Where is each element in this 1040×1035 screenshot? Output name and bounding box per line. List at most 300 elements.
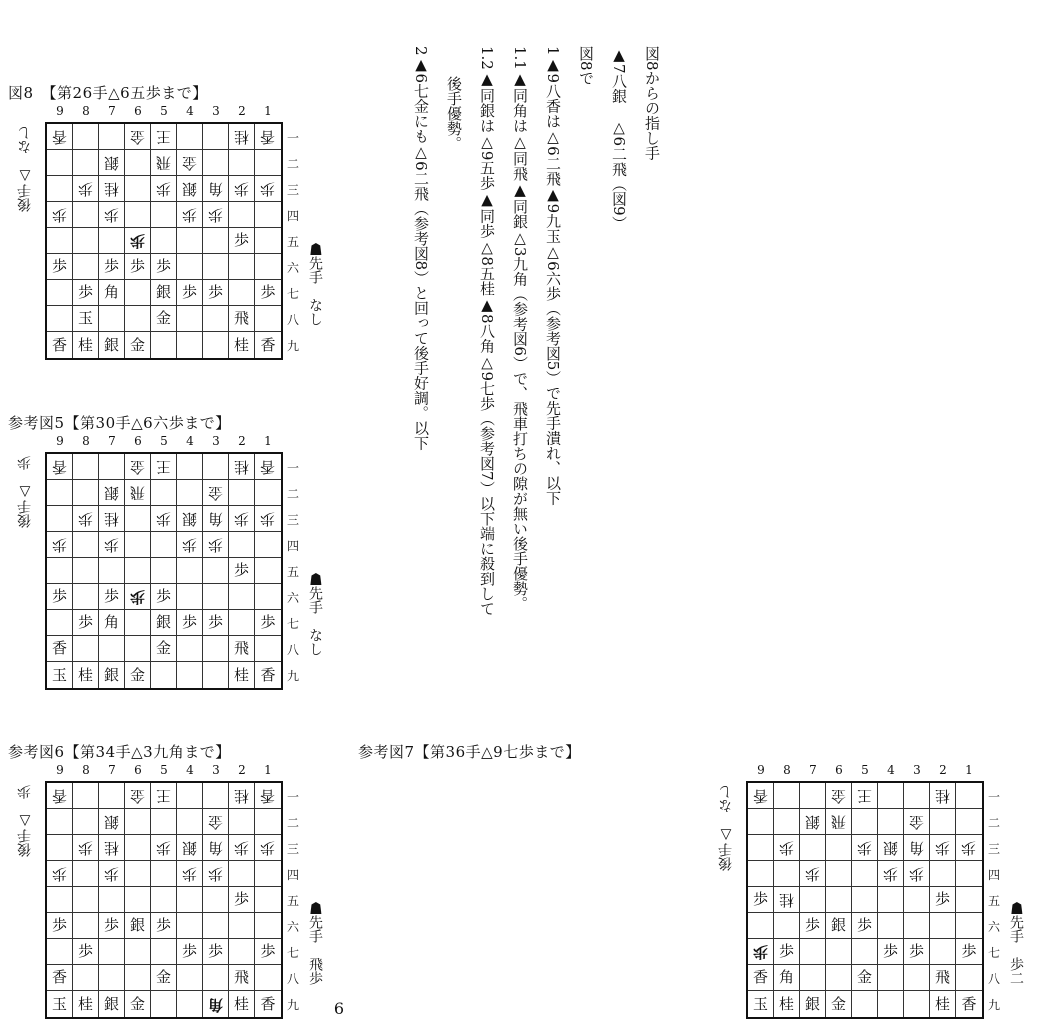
gote-piece: 歩 <box>155 510 171 528</box>
board-square <box>203 202 229 228</box>
board-square <box>47 124 73 150</box>
board-square <box>748 861 774 887</box>
board-square <box>255 965 281 991</box>
board-square <box>151 202 177 228</box>
board-square <box>73 887 99 913</box>
board-square <box>151 939 177 965</box>
board-square <box>255 124 281 150</box>
board-square <box>255 584 281 610</box>
board-square <box>229 610 255 636</box>
sente-hand-pieces: 歩二 <box>1008 956 1024 985</box>
board-square <box>229 636 255 662</box>
gote-piece: 歩 <box>181 206 197 224</box>
board-square <box>852 783 878 809</box>
board-square <box>177 532 203 558</box>
rank-label: 二 <box>287 486 300 501</box>
board-square <box>99 861 125 887</box>
gote-piece: 香 <box>260 128 276 146</box>
board-square <box>203 861 229 887</box>
rank-label: 九 <box>287 338 300 353</box>
sente-piece: 香 <box>752 968 768 986</box>
sente-piece: 歩 <box>181 613 197 631</box>
gote-piece: 銀 <box>103 484 119 502</box>
gote-piece: 角 <box>207 180 223 198</box>
gote-piece: 歩 <box>207 865 223 883</box>
sente-piece: 香 <box>51 968 67 986</box>
board-square <box>774 913 800 939</box>
board-square <box>99 254 125 280</box>
board-square <box>177 176 203 202</box>
board-square <box>852 887 878 913</box>
board-square <box>255 809 281 835</box>
board-square <box>99 150 125 176</box>
rank-label: 八 <box>287 971 300 986</box>
board-square <box>125 887 151 913</box>
sente-piece: 桂 <box>778 994 794 1013</box>
board-square <box>800 913 826 939</box>
sente-label: ☗先手 <box>307 900 323 943</box>
board-square <box>151 887 177 913</box>
sente-hand <box>305 572 325 656</box>
board-square <box>125 176 151 202</box>
board-square <box>852 861 878 887</box>
board-square <box>774 887 800 913</box>
sente-piece: 銀 <box>129 916 145 934</box>
board-square <box>99 124 125 150</box>
board-grid <box>47 454 281 688</box>
sente-piece: 桂 <box>233 335 249 354</box>
file-label: 4 <box>186 104 194 118</box>
board-square <box>229 965 255 991</box>
board-square <box>852 965 878 991</box>
board-square <box>878 861 904 887</box>
gote-piece: 角 <box>207 510 223 528</box>
sente-piece: 歩 <box>882 942 898 960</box>
sente-piece: 歩 <box>77 942 93 960</box>
board-square <box>255 202 281 228</box>
board-square <box>800 809 826 835</box>
file-label: 4 <box>186 434 194 448</box>
gote-piece: 王 <box>856 787 872 805</box>
sente-piece: 桂 <box>934 994 950 1013</box>
board-square <box>73 783 99 809</box>
file-label: 9 <box>757 763 765 777</box>
board-square <box>151 306 177 332</box>
sente-piece: 歩 <box>934 890 950 908</box>
sente-hand <box>305 901 325 985</box>
board-square <box>73 861 99 887</box>
gote-piece: 銀 <box>181 510 197 528</box>
sente-piece: 歩 <box>207 942 223 960</box>
board-square <box>99 939 125 965</box>
file-label: 2 <box>939 763 947 777</box>
board-square <box>255 783 281 809</box>
sente-piece: 香 <box>51 335 67 354</box>
sente-piece: 銀 <box>103 665 119 684</box>
file-label: 3 <box>913 763 921 777</box>
board-square <box>125 124 151 150</box>
board-square <box>47 532 73 558</box>
gote-piece: 歩 <box>961 839 977 857</box>
file-label: 6 <box>134 434 142 448</box>
board-square <box>800 965 826 991</box>
board-square <box>177 662 203 688</box>
sente-piece: 歩 <box>260 942 276 960</box>
diagram-title: 参考図6【第34手△3九角まで】 <box>8 743 231 761</box>
board-square <box>99 280 125 306</box>
file-label: 6 <box>835 763 843 777</box>
board-square <box>73 610 99 636</box>
gote-piece: 香 <box>752 787 768 805</box>
board-square <box>229 480 255 506</box>
gote-piece: 香 <box>260 787 276 805</box>
sente-piece: 歩 <box>207 283 223 301</box>
board-square <box>203 939 229 965</box>
file-label: 5 <box>160 763 168 777</box>
board-square <box>229 280 255 306</box>
board-square <box>125 835 151 861</box>
board-square <box>125 662 151 688</box>
file-label: 8 <box>82 104 90 118</box>
board-square <box>255 506 281 532</box>
board-grid <box>748 783 982 1017</box>
board-square <box>956 809 982 835</box>
board-square <box>203 662 229 688</box>
board-square <box>73 254 99 280</box>
shogi-board <box>45 122 283 360</box>
board-square <box>73 636 99 662</box>
board-square <box>904 887 930 913</box>
board-square <box>255 913 281 939</box>
sente-piece: 歩 <box>181 942 197 960</box>
board-square <box>255 480 281 506</box>
diagram-title: 参考図7【第36手△9七歩まで】 <box>358 743 581 761</box>
board-square <box>904 991 930 1017</box>
board-square <box>878 783 904 809</box>
board-square <box>177 306 203 332</box>
board-square <box>151 965 177 991</box>
board-square <box>125 939 151 965</box>
gote-piece: 香 <box>51 787 67 805</box>
sente-piece: 歩 <box>752 890 768 908</box>
board-square <box>956 965 982 991</box>
board-square <box>99 809 125 835</box>
gote-label: 後手△ <box>17 484 33 528</box>
sente-piece: 金 <box>129 665 145 684</box>
board-square <box>748 835 774 861</box>
file-labels <box>47 104 281 118</box>
board-square <box>904 783 930 809</box>
board-square <box>774 809 800 835</box>
board-square <box>151 861 177 887</box>
board-square <box>255 532 281 558</box>
board-square <box>229 176 255 202</box>
sente-piece: 歩 <box>51 257 67 275</box>
board-square <box>255 558 281 584</box>
board-square <box>125 254 151 280</box>
board-square <box>774 835 800 861</box>
gote-piece: 飛 <box>830 813 846 831</box>
board-square <box>930 913 956 939</box>
sente-piece: 歩 <box>961 942 977 960</box>
rank-label: 七 <box>287 616 300 631</box>
board-square <box>73 228 99 254</box>
board-square <box>125 532 151 558</box>
gote-piece: 金 <box>129 787 145 805</box>
board-square <box>255 636 281 662</box>
board-square <box>151 506 177 532</box>
board-square <box>177 783 203 809</box>
gote-label: 後手△ <box>718 827 734 871</box>
board-square <box>255 887 281 913</box>
gote-piece: 角 <box>207 839 223 857</box>
gote-piece: 歩 <box>103 536 119 554</box>
gote-piece: 歩 <box>804 865 820 883</box>
gote-piece: 桂 <box>934 787 950 805</box>
gote-piece: 歩 <box>934 839 950 857</box>
rank-label: 四 <box>287 867 300 882</box>
sente-piece: 歩 <box>51 587 67 605</box>
board-square <box>203 176 229 202</box>
gote-piece: 歩 <box>77 510 93 528</box>
sente-piece: 角 <box>103 613 119 631</box>
sente-piece: 歩 <box>233 561 249 579</box>
sente-hand-pieces: 飛歩 <box>307 956 323 985</box>
gote-piece: 香 <box>51 458 67 476</box>
rank-label: 五 <box>287 564 300 579</box>
sente-piece: 歩 <box>778 942 794 960</box>
diagram-ref7 <box>358 741 1040 1035</box>
sente-piece: 桂 <box>233 665 249 684</box>
sente-piece: 金 <box>830 994 846 1013</box>
gote-hand <box>15 785 35 857</box>
board-square <box>125 454 151 480</box>
file-labels <box>748 763 982 777</box>
board-square <box>255 835 281 861</box>
rank-label: 三 <box>287 512 300 527</box>
board-square <box>203 887 229 913</box>
board-square <box>47 809 73 835</box>
board-square <box>73 809 99 835</box>
rank-label: 一 <box>287 789 300 804</box>
sente-hand <box>1006 901 1026 985</box>
board-square <box>255 150 281 176</box>
file-label: 1 <box>264 104 272 118</box>
diagram-fig8 <box>8 82 339 376</box>
gote-piece: 銀 <box>103 154 119 172</box>
board-square <box>255 662 281 688</box>
board-square <box>956 835 982 861</box>
board-square <box>255 228 281 254</box>
board-square <box>125 306 151 332</box>
sente-piece: 歩 <box>207 613 223 631</box>
board-square <box>826 835 852 861</box>
board-square <box>229 454 255 480</box>
board-square <box>47 887 73 913</box>
board-square <box>229 809 255 835</box>
rank-label: 八 <box>287 642 300 657</box>
rank-label: 五 <box>988 893 1001 908</box>
board-square <box>73 835 99 861</box>
gote-piece: 歩 <box>181 865 197 883</box>
sente-piece: 歩 <box>181 283 197 301</box>
board-square <box>203 506 229 532</box>
board-square <box>930 887 956 913</box>
gote-hand-pieces: なし <box>17 126 33 154</box>
gote-label: 後手△ <box>17 813 33 857</box>
gote-piece: 王 <box>155 787 171 805</box>
board-square <box>878 809 904 835</box>
gote-piece: 金 <box>207 484 223 502</box>
file-label: 5 <box>861 763 869 777</box>
gote-piece: 歩 <box>103 865 119 883</box>
board-square <box>904 835 930 861</box>
board-square <box>878 991 904 1017</box>
sente-piece: 銀 <box>155 283 171 301</box>
board-square <box>748 783 774 809</box>
board-square <box>177 228 203 254</box>
gote-piece: 歩 <box>51 206 67 224</box>
board-square <box>73 662 99 688</box>
board-square <box>47 332 73 358</box>
board-square <box>47 662 73 688</box>
board-square <box>229 124 255 150</box>
board-square <box>800 939 826 965</box>
board-square <box>255 610 281 636</box>
board-square <box>229 887 255 913</box>
page-number: 6 <box>333 999 345 1018</box>
board-square <box>99 662 125 688</box>
board-square <box>203 228 229 254</box>
board-square <box>151 584 177 610</box>
gote-piece: 銀 <box>804 813 820 831</box>
board-square <box>73 202 99 228</box>
rank-label: 五 <box>287 234 300 249</box>
board-square <box>904 913 930 939</box>
sente-piece: 玉 <box>51 665 67 684</box>
sente-piece: 銀 <box>155 613 171 631</box>
gote-piece: 金 <box>129 128 145 146</box>
sente-piece: 金 <box>155 639 171 657</box>
board-square <box>255 254 281 280</box>
sente-piece: 桂 <box>77 665 93 684</box>
board-square <box>229 532 255 558</box>
gote-piece: 角 <box>908 839 924 857</box>
board-square <box>47 228 73 254</box>
board-square <box>177 965 203 991</box>
board-square <box>748 965 774 991</box>
board-square <box>151 610 177 636</box>
board-square <box>203 835 229 861</box>
rank-label: 四 <box>287 538 300 553</box>
sente-piece: 桂 <box>233 994 249 1013</box>
board-square <box>73 306 99 332</box>
board-square <box>930 991 956 1017</box>
gote-hand <box>716 785 736 871</box>
gote-piece: 金 <box>908 813 924 831</box>
diagram-title: 図8 【第26手△6五歩まで】 <box>8 84 208 102</box>
gote-piece: 桂 <box>233 458 249 476</box>
rank-label: 三 <box>988 841 1001 856</box>
board-square <box>203 532 229 558</box>
gote-piece: 飛 <box>155 154 171 172</box>
sente-piece: 飛 <box>233 639 249 657</box>
board-square <box>229 783 255 809</box>
gote-piece: 歩 <box>207 206 223 224</box>
sente-piece: 歩 <box>129 257 145 275</box>
rank-label: 七 <box>287 945 300 960</box>
commentary-line: 図8からの指し手 <box>643 46 661 161</box>
board-square <box>774 939 800 965</box>
board-square <box>177 887 203 913</box>
board-square <box>47 280 73 306</box>
board-square <box>229 228 255 254</box>
gote-piece: 歩 <box>233 180 249 198</box>
board-square <box>177 506 203 532</box>
gote-piece: 桂 <box>778 891 794 909</box>
board-square <box>255 176 281 202</box>
rank-label: 七 <box>988 945 1001 960</box>
board-square <box>99 228 125 254</box>
board-square <box>930 965 956 991</box>
gote-piece: 歩 <box>856 839 872 857</box>
board-square <box>151 913 177 939</box>
board-square <box>73 913 99 939</box>
file-label: 1 <box>965 763 973 777</box>
board-square <box>125 332 151 358</box>
board-square <box>826 991 852 1017</box>
sente-piece: 歩 <box>908 942 924 960</box>
diagram-title: 参考図5【第30手△6六歩まで】 <box>8 414 231 432</box>
sente-piece: 歩 <box>260 613 276 631</box>
board-square <box>203 124 229 150</box>
sente-hand <box>305 242 325 326</box>
board-square <box>826 887 852 913</box>
board-square <box>73 965 99 991</box>
board-square <box>229 558 255 584</box>
board-square <box>47 965 73 991</box>
board-square <box>800 991 826 1017</box>
file-label: 4 <box>887 763 895 777</box>
board-square <box>73 454 99 480</box>
rank-label: 六 <box>287 590 300 605</box>
board-square <box>151 532 177 558</box>
board-square <box>47 176 73 202</box>
sente-piece: 桂 <box>77 994 93 1013</box>
board-square <box>177 939 203 965</box>
file-label: 6 <box>134 104 142 118</box>
commentary-line: 1.2▲同銀は△9五歩▲同歩△8五桂▲8八角△9七歩（参考図7）以下端に殺到して <box>478 46 496 616</box>
board-square <box>47 835 73 861</box>
board-square <box>177 809 203 835</box>
gote-piece: 歩 <box>51 536 67 554</box>
board-square <box>904 809 930 835</box>
board-square <box>99 480 125 506</box>
file-label: 3 <box>212 104 220 118</box>
board-square <box>255 939 281 965</box>
rank-label: 五 <box>287 893 300 908</box>
file-label: 8 <box>783 763 791 777</box>
board-square <box>47 150 73 176</box>
sente-hand-pieces: なし <box>307 627 323 656</box>
board-square <box>177 254 203 280</box>
gote-piece: 歩 <box>129 232 145 250</box>
board-square <box>748 991 774 1017</box>
rank-label: 三 <box>287 841 300 856</box>
board-square <box>748 913 774 939</box>
board-square <box>99 532 125 558</box>
board-square <box>73 532 99 558</box>
